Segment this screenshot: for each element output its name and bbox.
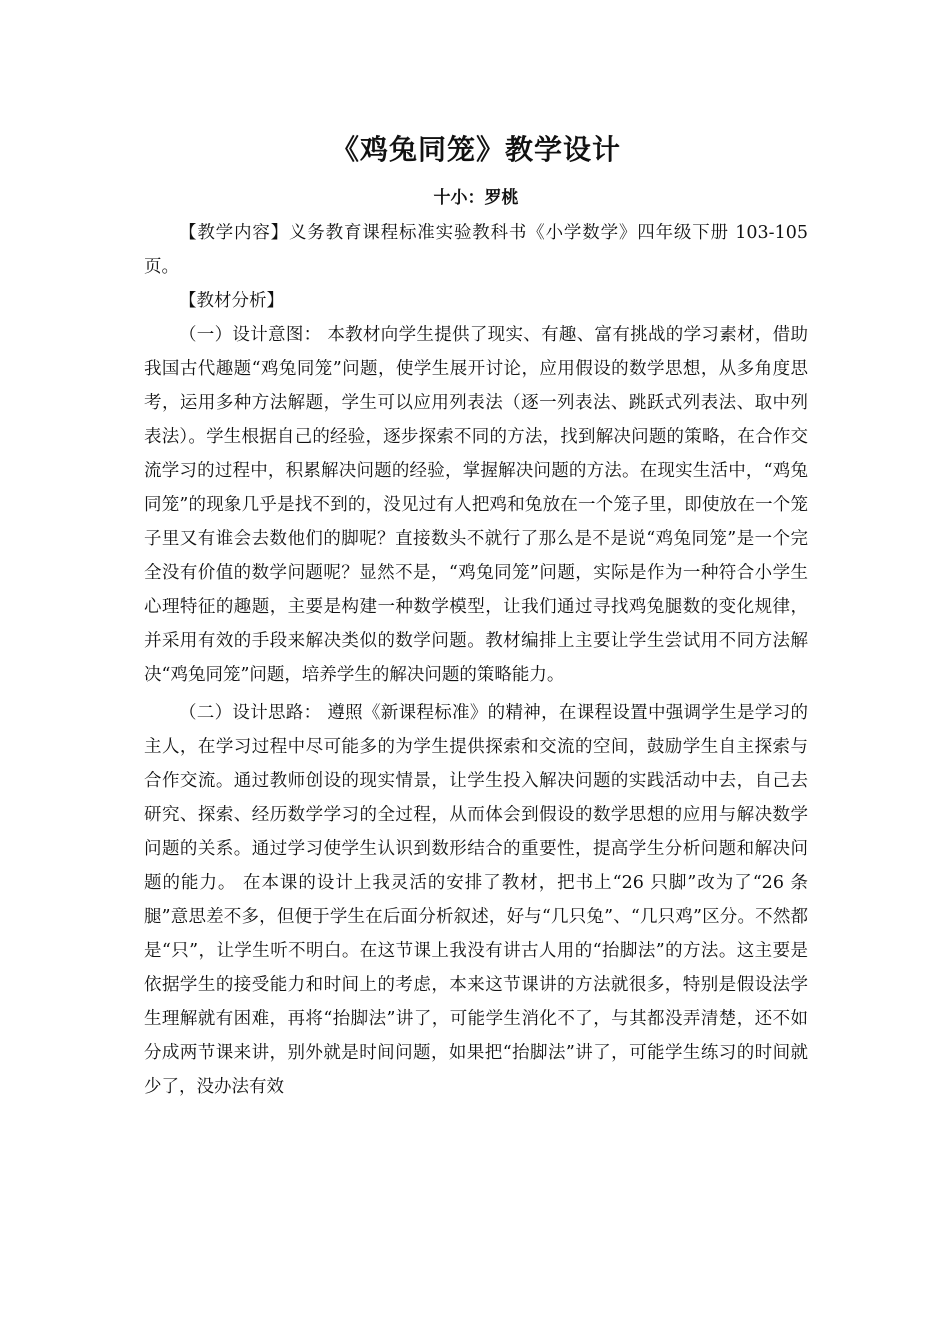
document-page xyxy=(144,128,808,1104)
document-author: 十小：罗桃 xyxy=(433,188,519,208)
paragraph-design-intent: （一）设计意图： 本教材向学生提供了现实、有趣、富有挑战的学习素材，借助我国古代趣题“鸡兔同笼”问题，使学生展开讨论，应用假设的数学思想，从多角度思考，运用多种方法解题，学生可以应用列表法（逐一列表法、跳跃式列表法、取中列表法）。学生根据自己的经验，逐步探索不同的方法，找到解决问题的策略，在合作交流学习的过程中，积累解决问题的经验，掌握解决问题的方法。在现实生活中，“鸡兔同笼”的现象几乎是找不到的，没见过有人把鸡和兔放在一个笼子里，即使放在一个笼子里又有谁会去数他们的脚呢？直接数头不就行了那么是不是说“鸡兔同笼”是一个完全没有价值的数学问题呢？显然不是，“鸡兔同笼”问题，实际是作为一种符合小学生心理特征的趣题，主要是构建一种数学模型，让我们通过寻找鸡兔腿数的变化规律，并采用有效的手段来解决类似的数学问题。教材编排上主要让学生尝试用不同方法解决“鸡兔同笼”问题，培养学生的解决问题的策略能力。 xyxy=(144,325,808,685)
paragraph-material-analysis-heading: 【教材分析】 xyxy=(179,291,284,311)
paragraph-design-approach: （二）设计思路： 遵照《新课程标准》的精神，在课程设置中强调学生是学习的主人，在学习过程中尽可能多的为学生提供探索和交流的空间，鼓励学生自主探索与合作交流。通过教师创设的现实情景，让学生投入解决问题的实践活动中去，自己去研究、探索、经历数学学习的全过程，从而体会到假设的数学思想的应用与解决数学问题的关系。通过学习使学生认识到数形结合的重要性，提高学生分析问题和解决问题的能力。 在本课的设计上我灵活的安排了教材，把书上“26 只脚”改为了“26 条腿”意思差不多，但便于学生在后面分析叙述，好与“几只兔”、“几只鸡”区分。不然都是“只”，让学生听不明白。在这节课上我没有讲古人用的“抬脚法”的方法。这主要是依据学生的接受能力和时间上的考虑，本来这节课讲的方法就很多，特别是假设法学生理解就有困难，再将“抬脚法”讲了，可能学生消化不了，与其都没弄清楚，还不如分成两节课来讲，别外就是时间问题，如果把“抬脚法”讲了，可能学生练习的时间就少了，没办法有效 xyxy=(144,703,808,1097)
document-title: 《鸡兔同笼》教学设计 xyxy=(330,133,621,166)
paragraph-teaching-content: 【教学内容】义务教育课程标准实验教科书《小学数学》四年级下册 103-105 页。 xyxy=(144,223,808,277)
